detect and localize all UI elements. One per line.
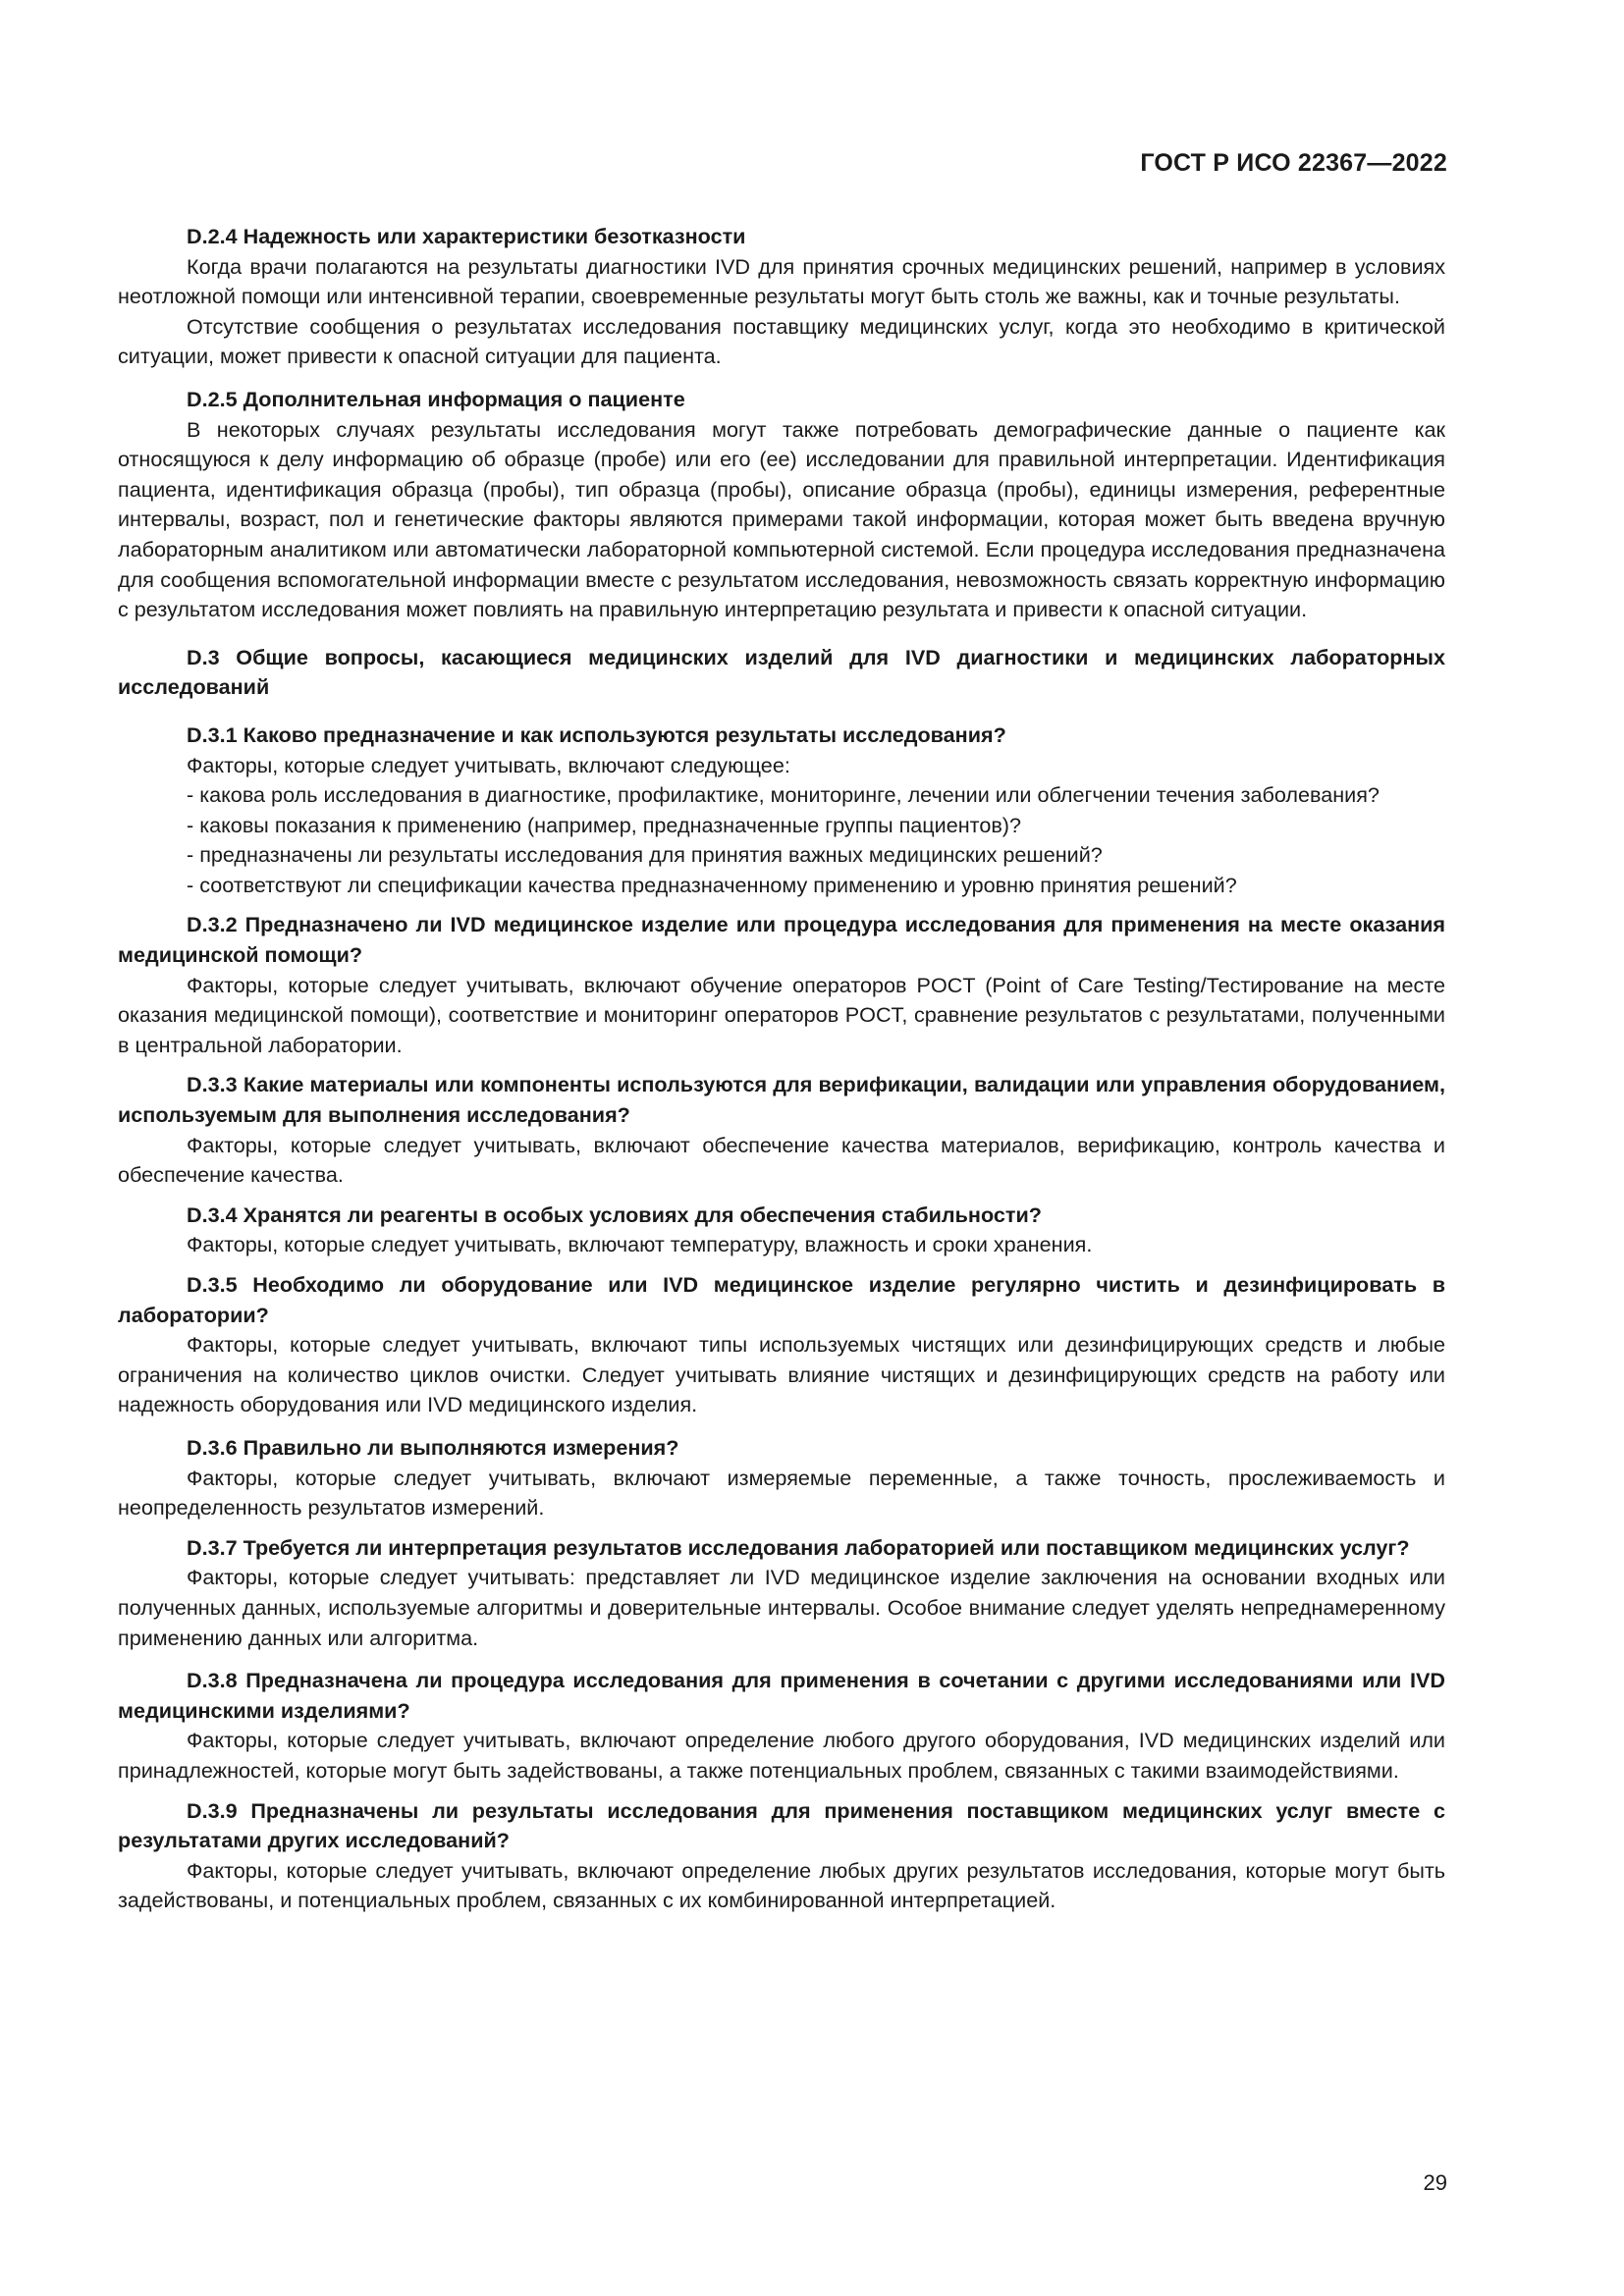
section-heading: D.3.6 Правильно ли выполняются измерения? [187, 1434, 679, 1460]
paragraph: Факторы, которые следует учитывать, включают определение любого другого оборудования, IVD медицинских изделий или принадлежностей, которые могут быть задействованы, а также потенциальных проблем, связанных с такими взаимодействиями. [118, 1728, 1445, 1783]
paragraph: Факторы, которые следует учитывать, включают типы используемых чистящих или дезинфицирующих средств и любые ограничения на количество циклов очистки. Следует учитывать влияние чистящих и дезинфицирующих средств на работу или надежность оборудования или IVD медицинского изделия. [118, 1332, 1445, 1417]
section-heading: D.2.4 Надежность или характеристики безотказности [187, 224, 746, 248]
page-number: 29 [1423, 2170, 1447, 2195]
paragraph: Факторы, которые следует учитывать, включают обучение операторов POCT (Point of Care Testing/Тестирование на месте оказания медицинской помощи), соответствие и мониторинг операторов POCT, сравнение результатов с результатами, полученными в центральной лаборатории. [118, 972, 1445, 1057]
document-body [118, 222, 1445, 1916]
section-heading: D.3.4 Хранятся ли реагенты в особых условиях для обеспечения стабильности? [187, 1201, 1042, 1227]
list-item: - каковы показания к применению (например, предназначенные группы пациентов)? [187, 812, 1022, 837]
page-header-standard-code: ГОСТ Р ИСО 22367—2022 [1140, 149, 1447, 177]
paragraph: Когда врачи полагаются на результаты диагностики IVD для принятия срочных медицинских решений, например в условиях неотложной помощи или интенсивной терапии, своевременные результаты могут быть столь же важны, как и точные результаты. [118, 253, 1445, 309]
paragraph: Факторы, которые следует учитывать: представляет ли IVD медицинское изделие заключения на основании входных или полученных данных, используемые алгоритмы и доверительные интервалы. Особое внимание следует уделять непреднамеренному применению данных или алгоритма. [118, 1565, 1445, 1650]
paragraph: Факторы, которые следует учитывать, включают определение любых других результатов исследования, которые могут быть задействованы, и потенциальных проблем, связанных с их комбинированной интерпретацией. [118, 1857, 1445, 1913]
section-heading: D.3.8 Предназначена ли процедура исследования для применения в сочетании с другими исследованиями или IVD медицинскими изделиями? [118, 1668, 1445, 1723]
paragraph: Факторы, которые следует учитывать, включают обеспечение качества материалов, верификацию, контроль качества и обеспечение качества. [118, 1132, 1445, 1188]
section-heading: D.3.3 Какие материалы или компоненты используются для верификации, валидации или управления оборудованием, используемым для выполнения исследования? [118, 1072, 1445, 1128]
paragraph: Факторы, которые следует учитывать, включают температуру, влажность и сроки хранения. [187, 1232, 1093, 1257]
section-heading: D.3.2 Предназначено ли IVD медицинское изделие или процедура исследования для применения на месте оказания медицинской помощи? [118, 912, 1445, 968]
section-heading: D.3.9 Предназначены ли результаты исследования для применения поставщиком медицинских услуг вместе с результатами других исследований? [118, 1797, 1445, 1853]
list-item: - соответствуют ли спецификации качества предназначенному применению и уровню принятия решений? [187, 872, 1237, 897]
section-heading: D.3.5 Необходимо ли оборудование или IVD медицинское изделие регулярно чистить и дезинфицировать в лаборатории? [118, 1272, 1445, 1327]
paragraph: В некоторых случаях результаты исследования могут также потребовать демографические данные о пациенте как относящуюся к делу информацию об образце (пробе) или его (ее) исследовании для правильной интерпретации. Идентификация пациента, идентификация образца (пробы), тип образца (пробы), описание образца (пробы), единицы измерения, референтные интервалы, возраст, пол и генетические факторы являются примерами такой информации, которая может быть введена вручную лабораторным аналитиком или автоматически лабораторной компьютерной системой. Если процедура исследования предназначена для сообщения вспомогательной информации вместе с результатом исследования, невозможность связать корректную информацию с результатом исследования может повлиять на правильную интерпретацию результата и привести к опасной ситуации. [118, 416, 1445, 622]
paragraph: Факторы, которые следует учитывать, включают измеряемые переменные, а также точность, прослеживаемость и неопределенность результатов измерений. [118, 1465, 1445, 1521]
list-item: - предназначены ли результаты исследования для принятия важных медицинских решений? [187, 842, 1103, 868]
section-heading: D.3.1 Каково предназначение и как используются результаты исследования? [187, 721, 1006, 747]
list-item: - какова роль исследования в диагностике, профилактике, мониторинге, лечении или облегчении течения заболевания? [187, 782, 1380, 808]
paragraph: Факторы, которые следует учитывать, включают следующее: [187, 752, 790, 777]
section-heading: D.3.7 Требуется ли интерпретация результатов исследования лабораторией или поставщиком медицинских услуг? [187, 1534, 1410, 1560]
section-heading: D.2.5 Дополнительная информация о пациенте [187, 386, 685, 411]
section-heading: D.3 Общие вопросы, касающиеся медицинских изделий для IVD диагностики и медицинских лабораторных исследований [118, 644, 1445, 700]
paragraph: Отсутствие сообщения о результатах исследования поставщику медицинских услуг, когда это необходимо в критической ситуации, может привести к опасной ситуации для пациента. [118, 313, 1445, 369]
